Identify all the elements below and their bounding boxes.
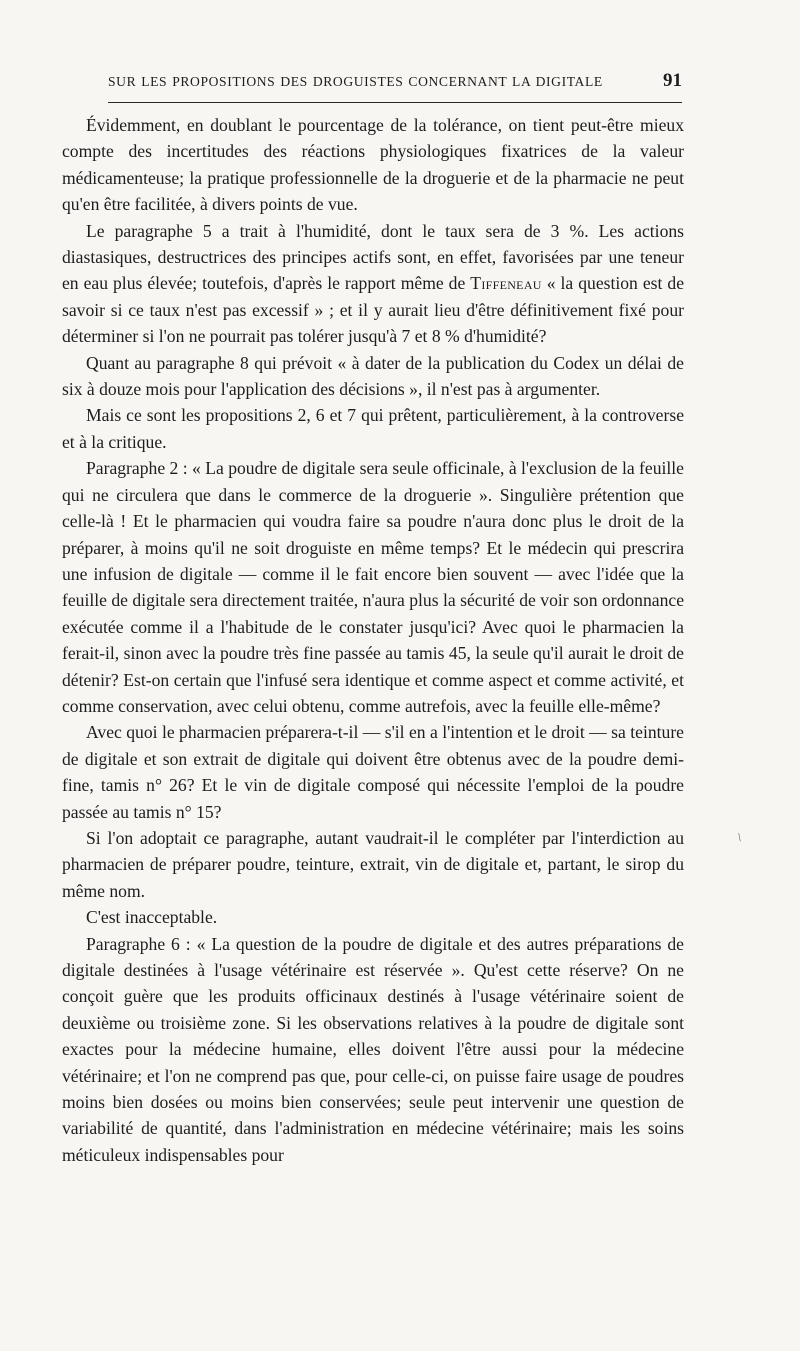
- paragraph-section-8: Quant au paragraphe 8 qui prévoit « à dater de la publication du Codex un délai de six à douze mois pour l'application des décisions », il n'est pas à argumenter.: [62, 352, 684, 400]
- humidity-text-part: . Les actions diastasiques, destructrices des principes actifs sont, en effet, favorisées par une teneur en eau plus élevée; toutefois, d'après le rapport même de: [62, 220, 685, 294]
- page-number: 91: [663, 70, 682, 91]
- paragraph-humidity: [62, 218, 684, 350]
- header-rule: [108, 102, 682, 103]
- percent-unit: %: [445, 326, 460, 347]
- humidity-text-part: Le paragraphe 5 a trait à l'humidité, dont le taux sera de 3: [86, 220, 570, 241]
- running-title: SUR LES PROPOSITIONS DES DROGUISTES CONCERNANT LA DIGITALE: [108, 74, 603, 89]
- margin-mark: /: [734, 830, 745, 844]
- humidity-text-part: d'humidité?: [459, 326, 547, 347]
- paragraph-adoption: Si l'on adoptait ce paragraphe, autant vaudrait-il le compléter par l'interdiction au pharmacien de préparer poudre, teinture, extrait, vin de digitale et, partant, le sirop du même nom.: [62, 827, 684, 901]
- paragraph-preparations: Avec quoi le pharmacien préparera-t-il — s'il en a l'intention et le droit — sa teinture de digitale et son extrait de digitale qui doivent être obtenus avec de la poudre demi-fine, tamis n° 26? Et le vin de digitale composé qui nécessite l'emploi de la poudre passée au tamis n° 15?: [62, 722, 684, 822]
- body-text: [62, 112, 684, 1168]
- paragraph-unacceptable: C'est inacceptable.: [86, 907, 218, 928]
- percent-unit: %: [569, 220, 585, 241]
- page-header: [108, 70, 682, 96]
- paragraph-tolerance: Évidemment, en doublant le pourcentage de la tolérance, on tient peut-être mieux compte des incertitudes des réactions physiologiques fixatrices de la valeur médicamenteuse; la pratique professionnelle de la droguerie et de la pharmacie ne peut qu'en être facilitée, à divers points de vue.: [62, 115, 684, 215]
- humidity-text-part: « la question est de savoir si ce taux n'est pas excessif » ; et il y aurait lieu d'être définitivement fixé pour déterminer si l'on ne pourrait pas tolérer jusqu'à 7 et 8: [62, 273, 685, 347]
- paragraph-propositions: Mais ce sont les propositions 2, 6 et 7 qui prêtent, particulièrement, à la controverse et à la critique.: [62, 405, 684, 452]
- paragraph-section-6: Paragraphe 6 : « La question de la poudre de digitale et des autres préparations de digitale destinées à l'usage vétérinaire est réservée ». Qu'est cette réserve? On ne conçoit guère que les produits officinaux destinés à l'usage vétérinaire soient de deuxième ou troisième zone. Si les observations relatives à la poudre de digitale sont exactes pour la médecine humaine, elles doivent l'être aussi pour la médecine vétérinaire; et l'on ne comprend pas que, pour celle-ci, on puisse faire usage de poudres moins bien dosées ou moins bien conservées; seule peut intervenir une question de variabilité de quantité, dans l'administration en médecine vétérinaire; mais les soins méticuleux indispensables pour: [62, 933, 684, 1165]
- author-name: Tiffeneau: [470, 273, 542, 294]
- paragraph-section-2: Paragraphe 2 : « La poudre de digitale sera seule officinale, à l'exclusion de la feuille qui ne circulera que dans le commerce de la droguerie ». Singulière prétention que celle-là ! Et le pharmacien qui voudra faire sa poudre n'aura donc plus le droit de la préparer, à moins qu'il ne soit droguiste en même temps? Et le médecin qui prescrira une infusion de digitale — comme il le fait encore bien souvent — avec l'idée que la feuille de digitale sera directement traitée, n'aura plus la sécurité de voir son ordonnance exécutée comme il a l'habitude de le constater jusqu'ici? Avec quoi le pharmacien la ferait-il, sinon avec la poudre très fine passée au tamis 45, la seule qu'il aurait le droit de détenir? Est-on certain que l'infusé sera identique et comme aspect et comme activité, et comme conservation, avec celui obtenu, comme autrefois, avec la feuille elle-même?: [62, 458, 684, 716]
